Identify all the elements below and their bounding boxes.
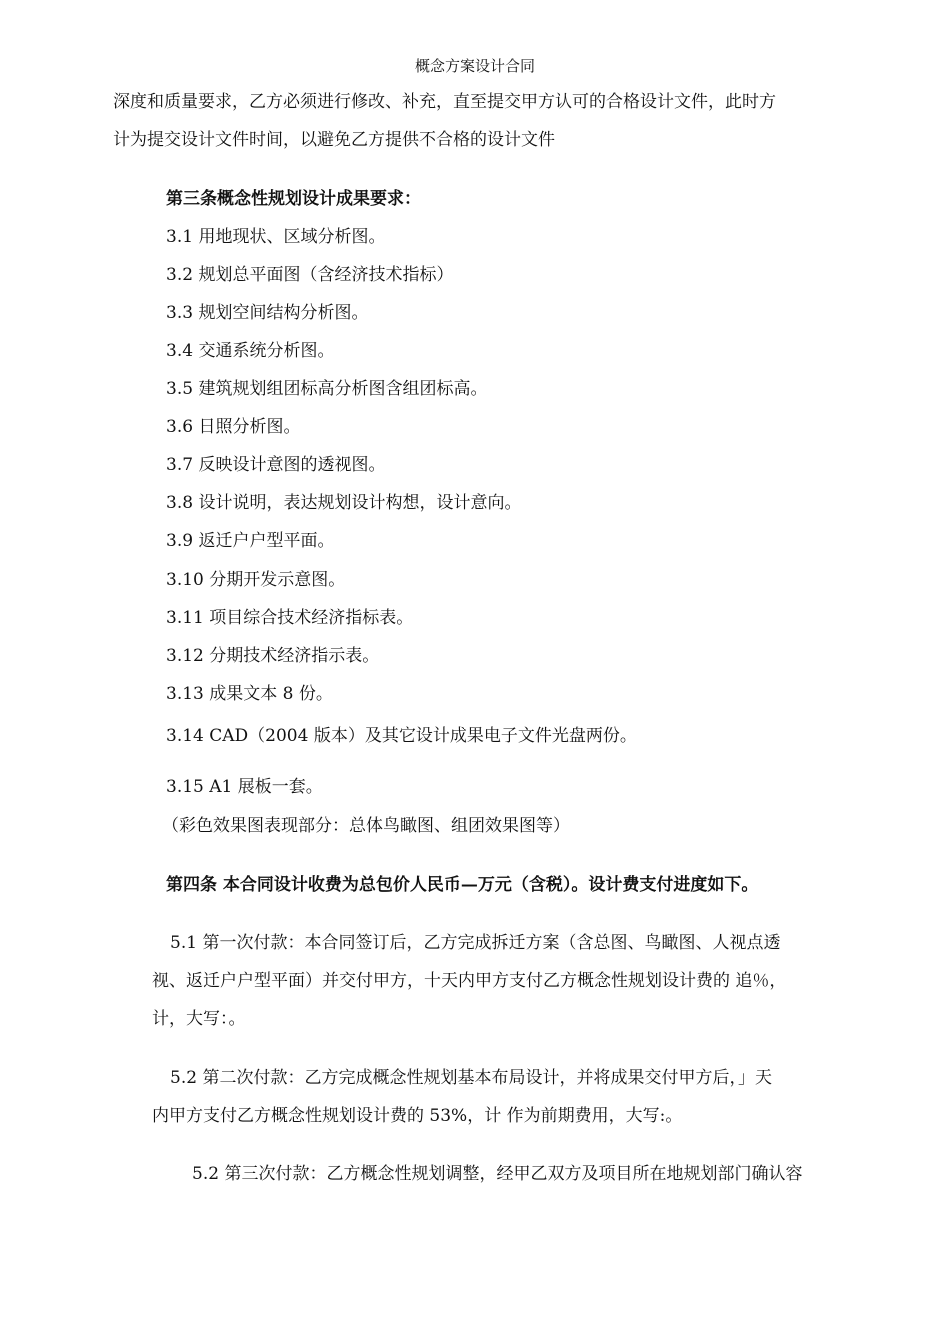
list-item: 3.10 分期开发示意图。 [166, 570, 346, 590]
payment-1-line-3: 计，大写：。 [152, 1009, 246, 1029]
list-item: 3.6 日照分析图。 [166, 417, 301, 437]
list-item: 3.4 交通系统分析图。 [166, 341, 335, 361]
list-item: 3.13 成果文本 8 份。 [166, 684, 333, 704]
article-4-title: 第四条 本合同设计收费为总包价人民币—万元（含税）。设计费支付进度如下。 [166, 875, 759, 895]
payment-3-line-1: 5.2 第三次付款：乙方概念性规划调整，经甲乙双方及项目所在地规划部门确认容 [192, 1164, 803, 1184]
list-item: 3.7 反映设计意图的透视图。 [166, 455, 386, 475]
list-item: 3.8 设计说明，表达规划设计构想，设计意向。 [166, 493, 522, 513]
intro-line-2: 计为提交设计文件时间，以避免乙方提供不合格的设计文件 [113, 130, 555, 150]
payment-2-line-2: 内甲方支付乙方概念性规划设计费的 53%，计 作为前期费用，大写:。 [152, 1106, 683, 1126]
payment-1-line-1: 5.1 第一次付款：本合同签订后，乙方完成拆迁方案（含总图、鸟瞰图、人视点透 [170, 933, 781, 953]
list-item: 3.5 建筑规划组团标高分析图含组团标高。 [166, 379, 488, 399]
list-item: 3.12 分期技术经济指示表。 [166, 646, 380, 666]
payment-1-line-2: 视、返迁户户型平面）并交付甲方，十天内甲方支付乙方概念性规划设计费的 追％， [152, 971, 787, 991]
list-item: 3.15 A1 展板一套。 [166, 777, 323, 797]
page-header: 概念方案设计合同 [414, 57, 535, 75]
list-item: 3.2 规划总平面图（含经济技术指标） [166, 265, 454, 285]
list-item: 3.11 项目综合技术经济指标表。 [166, 608, 414, 628]
article-3-title: 第三条概念性规划设计成果要求： [166, 189, 421, 209]
list-item: 3.1 用地现状、区域分析图。 [166, 227, 386, 247]
intro-line-1: 深度和质量要求，乙方必须进行修改、补充，直至提交甲方认可的合格设计文件，此时方 [113, 92, 776, 112]
article-3-note: （彩色效果图表现部分：总体鸟瞰图、组团效果图等） [162, 816, 570, 836]
list-item: 3.14 CAD（2004 版本）及其它设计成果电子文件光盘两份。 [166, 726, 637, 746]
payment-2-line-1: 5.2 第二次付款：乙方完成概念性规划基本布局设计，并将成果交付甲方后，」天 [170, 1068, 772, 1088]
list-item: 3.9 返迁户户型平面。 [166, 531, 335, 551]
list-item: 3.3 规划空间结构分析图。 [166, 303, 369, 323]
